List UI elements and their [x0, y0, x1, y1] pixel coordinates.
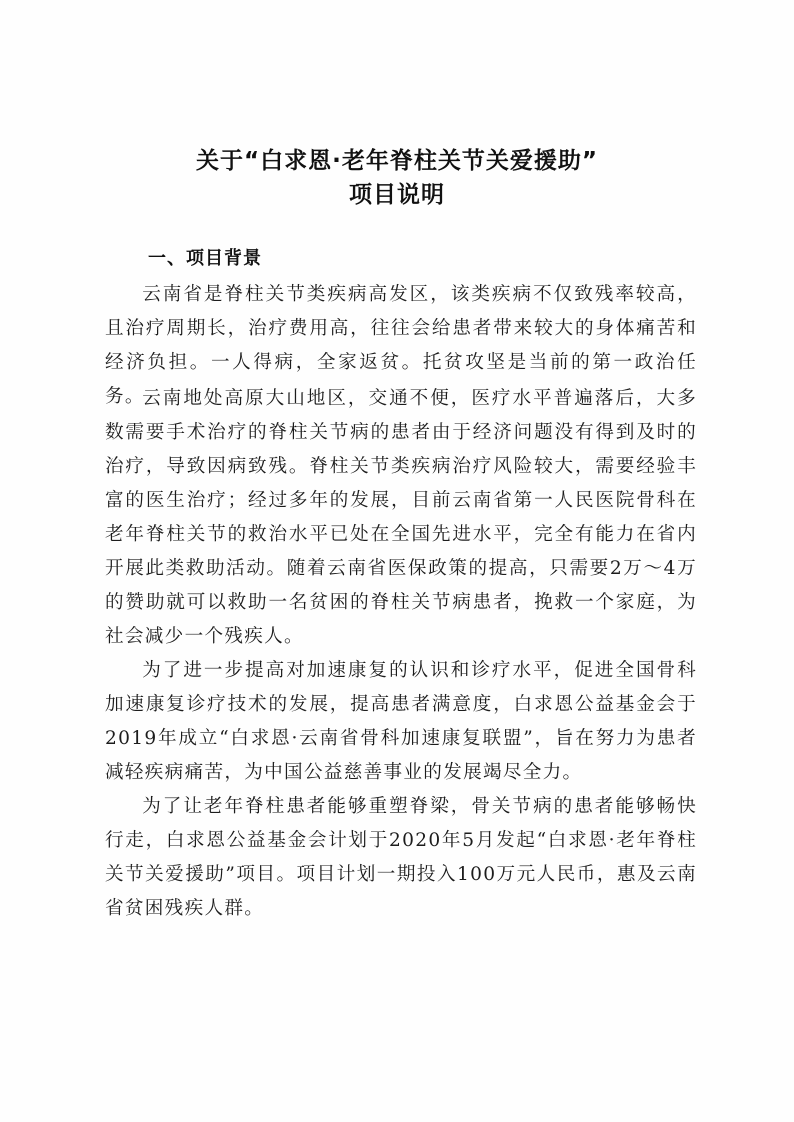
paragraph-4: 为了让老年脊柱患者能够重塑脊梁，骨关节病的患者能够畅快行走，白求恩公益基金会计划于2020年5月发起“白求恩·老年脊柱关节关爱援助”项目。项目计划一期投入100万元人民币，惠及云南省贫困残疾人群。 [105, 796, 697, 919]
paragraph-2: 云南地处高原大山地区，交通不便，医疗水平普遍落后，大多数需要手术治疗的脊柱关节病的患者由于经济问题没有得到及时的治疗，导致因病致残。脊柱关节类疾病治疗风险较大，需要经验丰富的医生治疗；经过多年的发展，目前云南省第一人民医院骨科在老年脊柱关节的救治水平已处在全国先进水平，完全有能力在省内开展此类救助活动。随着云南省医保政策的提高，只需要2万～4万的赞助就可以救助一名贫困的脊柱关节病患者，挽救一个家庭，为社会减少一个残疾人。 [105, 388, 697, 647]
document-title-line2: 项目说明 [349, 182, 445, 208]
paragraph-3: 为了进一步提高对加速康复的认识和诊疗水平，促进全国骨科加速康复诊疗技术的发展，提高患者满意度，白求恩公益基金会于2019年成立“白求恩·云南省骨科加速康复联盟”，旨在努力为患者减轻疾病痛苦，为中国公益慈善事业的发展竭尽全力。 [105, 660, 697, 783]
section-heading: 一、项目背景 [148, 248, 262, 269]
document-title-line1: 关于“白求恩·老年脊柱关节关爱援助” [196, 148, 598, 174]
paragraph-1: 云南省是脊柱关节类疾病高发区，该类疾病不仅致残率较高，且治疗周期长，治疗费用高，往往会给患者带来较大的身体痛苦和经济负担。一人得病，全家返贫。托贫攻坚是当前的第一政治任务。 [105, 284, 697, 407]
